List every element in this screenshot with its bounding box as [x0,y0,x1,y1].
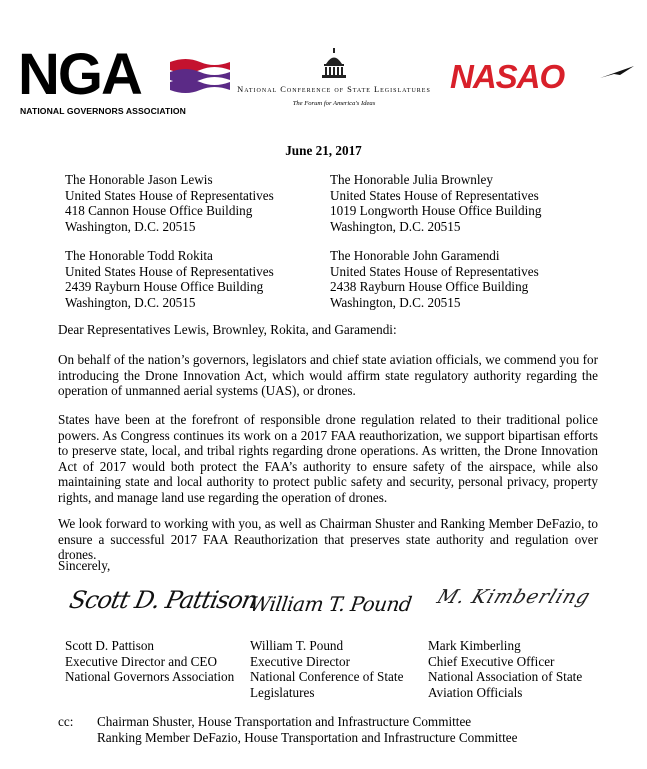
nga-flag-icon [168,56,232,100]
nasao-logo [450,58,636,98]
body-paragraph: We look forward to working with you, as well as Chairman Shuster and Ranking Member DeFazio, to ensure a successful 2017 FAA Reauthorization that preserves state authority and regulation over drones. [58,516,598,563]
body-paragraph: On behalf of the nation’s governors, legislators and chief state aviation officials, we commend you for introducing the Drone Innovation Act, which would affirm state regulatory authority regarding the operation of unmanned aerial systems (UAS), or drones. [58,352,598,399]
capitol-dome-icon [320,48,348,80]
signatory-org: National Conference of State [250,669,404,685]
recipient-city: Washington, D.C. 20515 [65,218,196,234]
signature-kimberling: M. Kimberling [433,586,594,608]
signatory-org: National Association of State [428,669,583,685]
recipient-city: Washington, D.C. 20515 [330,294,461,310]
recipient-office: 1019 Longworth House Office Building [330,203,542,219]
recipient-name: The Honorable Todd Rokita [65,248,213,263]
body-paragraph: States have been at the forefront of responsible drone regulation related to their traditional police powers. As Congress continues its work on a 2017 FAA reauthorization, we support bipartisan efforts to preserve state, local, and tribal rights regarding drone operations. As written, the Drone Innovation Act of 2017 would both protect the FAA’s authority to ensure safety of the airspace, while also maintaining state and local authority to protect public safety and security, personal privacy, property rights, and manage land use regarding the operation of drones. [58,412,598,505]
signatory-org-cont: Legislatures [250,684,315,700]
recipient-office: 2439 Rayburn House Office Building [65,279,264,295]
signatory-block [250,638,403,700]
signature-pound: William T. Pound [248,592,414,616]
signatory-org: National Governors Association [65,669,235,685]
cc-list [97,714,517,745]
recipient-org: United States House of Representatives [330,263,539,279]
recipient-city: Washington, D.C. 20515 [65,294,196,310]
nga-subtitle-strong: GOVERNORS [66,106,124,116]
signatory-org-cont: Aviation Officials [428,684,523,700]
recipient-block [330,248,539,310]
airplane-icon [600,66,634,80]
recipient-org: United States House of Representatives [65,263,274,279]
signatory-name: William T. Pound [250,638,344,653]
signatory-title: Executive Director [250,653,350,669]
signatory-name: Mark Kimberling [428,638,521,653]
signatory-block [65,638,234,685]
signature-pattison: Scott D. Pattison [67,586,260,614]
recipient-org: United States House of Representatives [65,187,274,203]
recipient-city: Washington, D.C. 20515 [330,218,461,234]
signatory-block [428,638,582,700]
signatory-title: Executive Director and CEO [65,653,217,669]
nga-subtitle [20,106,186,116]
ncsl-logo [228,48,440,108]
nga-subtitle-post: ASSOCIATION [123,106,186,116]
nasao-letters: NASAO [450,58,565,95]
recipient-office: 2438 Rayburn House Office Building [330,279,529,295]
nga-letters: NGA [18,42,141,107]
cc-label: cc: [58,714,74,729]
recipient-office: 418 Cannon House Office Building [65,203,253,219]
cc-line: Chairman Shuster, House Transportation and Infrastructure Committee [97,714,472,729]
signatory-title: Chief Executive Officer [428,653,555,669]
recipient-org: United States House of Representatives [330,187,539,203]
recipient-block [330,172,541,234]
closing: Sincerely, [58,558,111,573]
recipient-name: The Honorable Jason Lewis [65,172,213,187]
signatory-name: Scott D. Pattison [65,638,155,653]
recipient-name: The Honorable John Garamendi [330,248,500,263]
nga-logo [18,42,228,122]
recipient-name: The Honorable Julia Brownley [330,172,493,187]
ncsl-name: National Conference of State Legislatures [237,85,431,94]
ncsl-tagline: The Forum for America's Ideas [292,100,376,107]
recipient-block [65,172,274,234]
recipient-block [65,248,274,310]
nga-subtitle-pre: NATIONAL [20,106,67,116]
salutation: Dear Representatives Lewis, Brownley, Rokita, and Garamendi: [58,322,397,337]
cc-line: Ranking Member DeFazio, House Transportation and Infrastructure Committee [97,729,518,745]
letter-date: June 21, 2017 [285,143,362,158]
